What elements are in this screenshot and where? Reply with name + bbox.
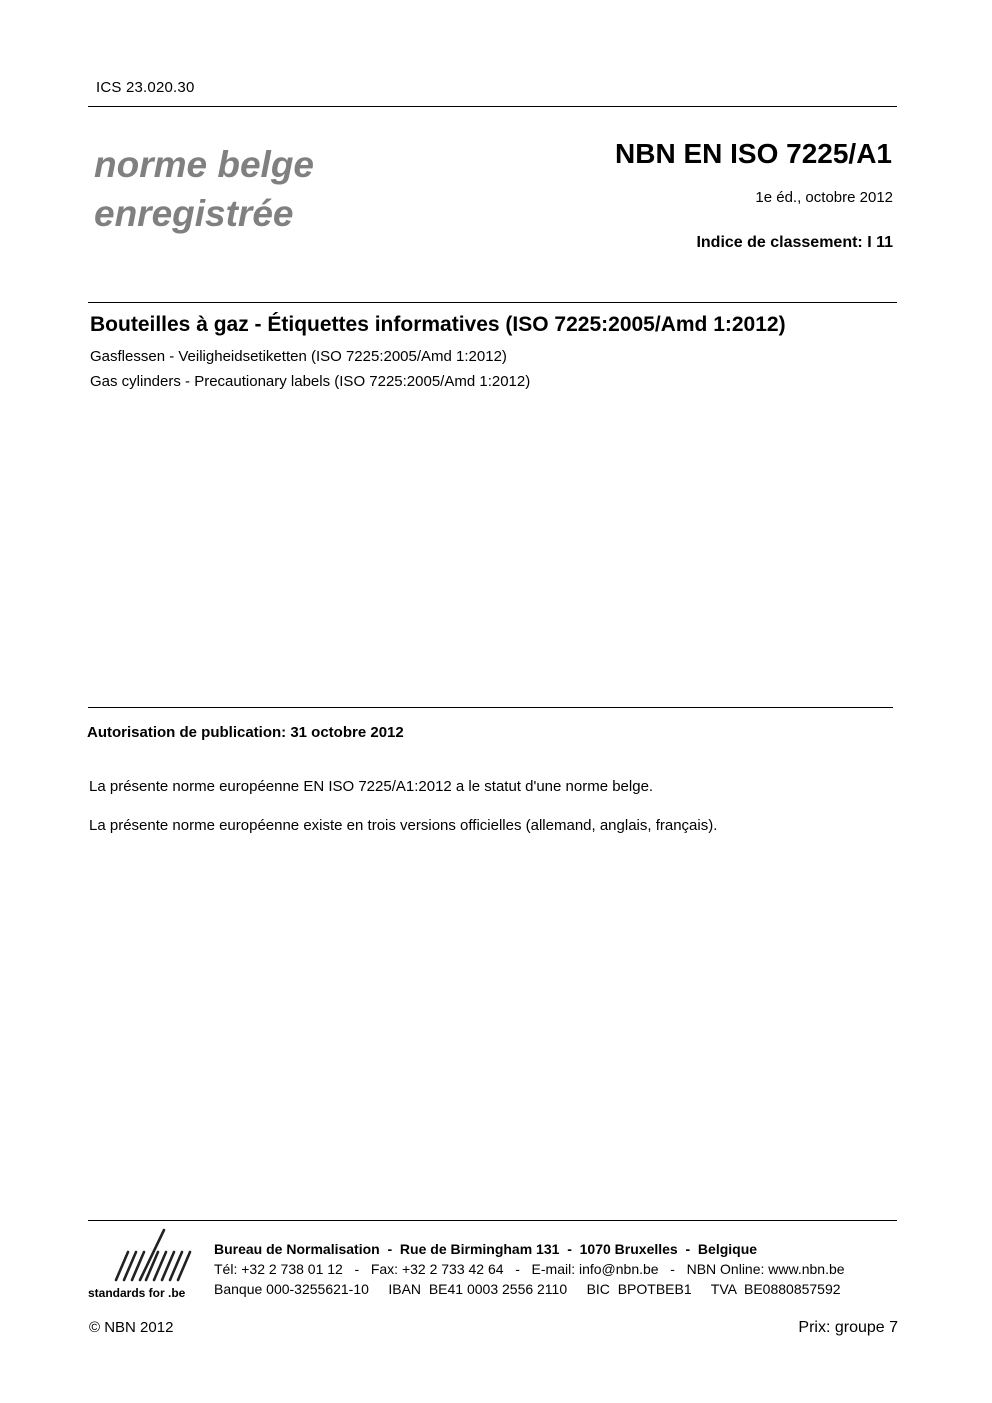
footer-bank: Banque 000-3255621-10 IBAN BE41 0003 2556 2110 BIC BPOTBEB1 TVA BE0880857592 [214,1281,841,1297]
brand-line-2: enregistrée [94,193,294,234]
header-rule [88,106,897,107]
title-dutch: Gasflessen - Veiligheidsetiketten (ISO 7225:2005/Amd 1:2012) [90,348,507,365]
title-french: Bouteilles à gaz - Étiquettes informatives (ISO 7225:2005/Amd 1:2012) [90,313,786,336]
publication-rule [88,707,893,708]
title-english: Gas cylinders - Precautionary labels (ISO 7225:2005/Amd 1:2012) [90,373,531,390]
footer-address: Bureau de Normalisation - Rue de Birmingham 131 - 1070 Bruxelles - Belgique [214,1241,758,1257]
brand-line-1: norme belge [94,144,314,185]
title-rule [88,302,897,303]
nbn-logo [88,1228,200,1308]
edition-date: 1e éd., octobre 2012 [755,189,893,206]
status-paragraph: La présente norme européenne EN ISO 7225/A1:2012 a le statut d'une norme belge. [89,778,654,795]
logo-caption: standards for .be [88,1286,186,1300]
nbn-logo-mark [88,1228,200,1284]
publication-authorisation: Autorisation de publication: 31 octobre 2012 [87,724,404,741]
ics-code: ICS 23.020.30 [96,79,195,96]
classification-index: Indice de classement: I 11 [696,234,893,251]
brand-title [94,140,314,238]
versions-paragraph: La présente norme européenne existe en trois versions officielles (allemand, anglais, français). [89,817,718,834]
standard-code: NBN EN ISO 7225/A1 [615,138,892,169]
copyright: © NBN 2012 [89,1319,174,1336]
footer-contact: Tél: +32 2 738 01 12 - Fax: +32 2 733 42 64 - E-mail: info@nbn.be - NBN Online: www.nbn.be [214,1261,845,1277]
price-group: Prix: groupe 7 [798,1319,898,1336]
footer-rule [88,1220,897,1221]
